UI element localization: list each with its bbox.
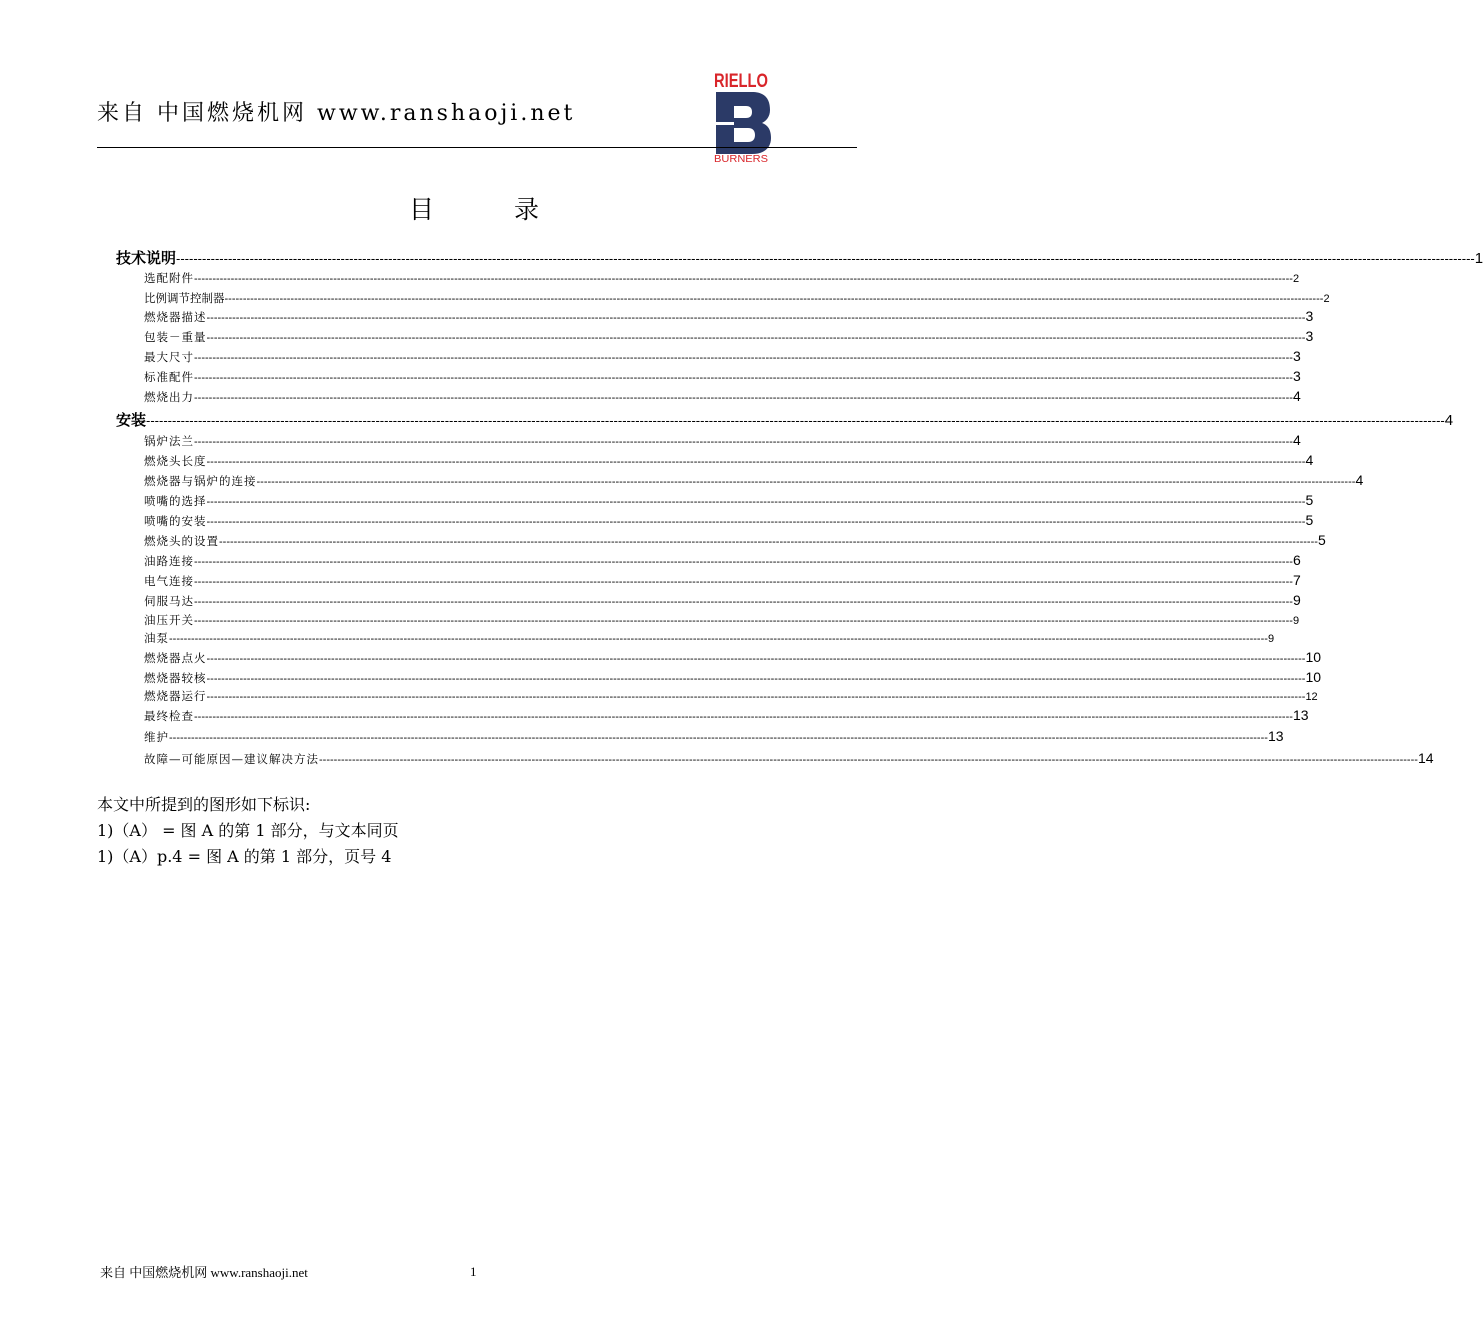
toc-entry[interactable]: 燃烧器与锅炉的连接 ------------------------------------------------------------------------------------------------------------------------------------------------------------------------------------------------------------------------------------------------------------------------------------------------------------ 4 [144, 472, 1364, 488]
toc-leader: ------------------------------------------------------------------------------------------------------------------------------------------------------------------------------------------------------------------------------------------------------------------------------------------------------------ [206, 496, 1306, 508]
toc-leader: ------------------------------------------------------------------------------------------------------------------------------------------------------------------------------------------------------------------------------------------------------------------------------------------------------------ [206, 456, 1306, 468]
footer-source-text: 来自 中国燃烧机网 www.ranshaoji.net [100, 1265, 308, 1280]
toc-entry[interactable]: 油泵 ------------------------------------------------------------------------------------------------------------------------------------------------------------------------------------------------------------------------------------------------------------------------------------------------------------ 9 [144, 631, 1275, 645]
toc-leader: ------------------------------------------------------------------------------------------------------------------------------------------------------------------------------------------------------------------------------------------------------------------------------------------------------------ [176, 251, 1475, 266]
logo-top-text: RIELLO [714, 71, 768, 92]
toc-entry[interactable]: 伺服马达 ------------------------------------------------------------------------------------------------------------------------------------------------------------------------------------------------------------------------------------------------------------------------------------------------------------ 9 [144, 592, 1301, 608]
toc-leader: ------------------------------------------------------------------------------------------------------------------------------------------------------------------------------------------------------------------------------------------------------------------------------------------------------------ [169, 633, 1268, 645]
toc-leader: ------------------------------------------------------------------------------------------------------------------------------------------------------------------------------------------------------------------------------------------------------------------------------------------------------------ [194, 352, 1293, 364]
toc-leader: ------------------------------------------------------------------------------------------------------------------------------------------------------------------------------------------------------------------------------------------------------------------------------------------------------------ [206, 653, 1306, 665]
toc-title-left: 目 [408, 195, 436, 224]
toc-leader: ------------------------------------------------------------------------------------------------------------------------------------------------------------------------------------------------------------------------------------------------------------------------------------------------------------ [194, 596, 1293, 608]
toc-leader: ------------------------------------------------------------------------------------------------------------------------------------------------------------------------------------------------------------------------------------------------------------------------------------------------------------ [256, 476, 1356, 488]
toc-leader: ------------------------------------------------------------------------------------------------------------------------------------------------------------------------------------------------------------------------------------------------------------------------------------------------------------ [206, 332, 1306, 344]
toc-leader: ------------------------------------------------------------------------------------------------------------------------------------------------------------------------------------------------------------------------------------------------------------------------------------------------------------ [194, 372, 1293, 384]
toc-entry[interactable]: 比例调节控制器 ------------------------------------------------------------------------------------------------------------------------------------------------------------------------------------------------------------------------------------------------------------------------------------------------------------ 2 [144, 291, 1330, 305]
toc-entry[interactable]: 最大尺寸 ------------------------------------------------------------------------------------------------------------------------------------------------------------------------------------------------------------------------------------------------------------------------------------------------------------ 3 [144, 348, 1301, 364]
toc-entry[interactable]: 喷嘴的选择 ------------------------------------------------------------------------------------------------------------------------------------------------------------------------------------------------------------------------------------------------------------------------------------------------------------ 5 [144, 492, 1314, 508]
logo-bottom-text: BURNERS [714, 153, 768, 165]
toc-entry[interactable]: 燃烧器较核 ------------------------------------------------------------------------------------------------------------------------------------------------------------------------------------------------------------------------------------------------------------------------------------------------------------ 10 [144, 669, 1322, 685]
toc-entry[interactable]: 最终检查 ------------------------------------------------------------------------------------------------------------------------------------------------------------------------------------------------------------------------------------------------------------------------------------------------------------ 13 [144, 707, 1309, 723]
toc-leader: ------------------------------------------------------------------------------------------------------------------------------------------------------------------------------------------------------------------------------------------------------------------------------------------------------------ [194, 273, 1293, 285]
toc-entry[interactable]: 燃烧器描述 ------------------------------------------------------------------------------------------------------------------------------------------------------------------------------------------------------------------------------------------------------------------------------------------------------------ 3 [144, 308, 1314, 324]
toc-leader: ------------------------------------------------------------------------------------------------------------------------------------------------------------------------------------------------------------------------------------------------------------------------------------------------------------ [194, 556, 1293, 568]
toc-leader: ------------------------------------------------------------------------------------------------------------------------------------------------------------------------------------------------------------------------------------------------------------------------------------------------------------ [194, 576, 1293, 588]
toc-entry[interactable]: 标准配件 ------------------------------------------------------------------------------------------------------------------------------------------------------------------------------------------------------------------------------------------------------------------------------------------------------------ 3 [144, 368, 1301, 384]
figure-notes [97, 792, 399, 870]
toc-entry[interactable]: 燃烧头的设置 ------------------------------------------------------------------------------------------------------------------------------------------------------------------------------------------------------------------------------------------------------------------------------------------------------------ 5 [144, 532, 1326, 548]
toc-leader: ------------------------------------------------------------------------------------------------------------------------------------------------------------------------------------------------------------------------------------------------------------------------------------------------------------ [169, 732, 1268, 744]
toc-entry[interactable]: 技术说明 ------------------------------------------------------------------------------------------------------------------------------------------------------------------------------------------------------------------------------------------------------------------------------------------------------------ 1 [116, 249, 1483, 267]
toc-entry[interactable]: 燃烧器点火 ------------------------------------------------------------------------------------------------------------------------------------------------------------------------------------------------------------------------------------------------------------------------------------------------------------ 10 [144, 649, 1322, 665]
toc-leader: ------------------------------------------------------------------------------------------------------------------------------------------------------------------------------------------------------------------------------------------------------------------------------------------------------------ [194, 615, 1293, 627]
toc-leader: ------------------------------------------------------------------------------------------------------------------------------------------------------------------------------------------------------------------------------------------------------------------------------------------------------------ [319, 754, 1418, 766]
toc-entry[interactable]: 包装－重量 ------------------------------------------------------------------------------------------------------------------------------------------------------------------------------------------------------------------------------------------------------------------------------------------------------------ 3 [144, 328, 1314, 344]
toc-leader: ------------------------------------------------------------------------------------------------------------------------------------------------------------------------------------------------------------------------------------------------------------------------------------------------------------ [146, 413, 1445, 428]
header-source-text: 来自 中国燃烧机网 www.ranshaoji.net [97, 101, 576, 126]
toc-leader: ------------------------------------------------------------------------------------------------------------------------------------------------------------------------------------------------------------------------------------------------------------------------------------------------------------ [194, 711, 1293, 723]
figure-notes-example-1: 1)（A） = 图 A 的第 1 部分，与文本同页 [97, 821, 399, 840]
toc-entry[interactable]: 安装 ------------------------------------------------------------------------------------------------------------------------------------------------------------------------------------------------------------------------------------------------------------------------------------------------------------ 4 [116, 411, 1454, 429]
page-number: 1 [470, 1264, 477, 1279]
toc-leader: ------------------------------------------------------------------------------------------------------------------------------------------------------------------------------------------------------------------------------------------------------------------------------------------------------------ [224, 293, 1324, 305]
toc-leader: ------------------------------------------------------------------------------------------------------------------------------------------------------------------------------------------------------------------------------------------------------------------------------------------------------------ [206, 312, 1306, 324]
toc-entry[interactable]: 选配附件 ------------------------------------------------------------------------------------------------------------------------------------------------------------------------------------------------------------------------------------------------------------------------------------------------------------ 2 [144, 271, 1300, 285]
toc-entry[interactable]: 燃烧出力 ------------------------------------------------------------------------------------------------------------------------------------------------------------------------------------------------------------------------------------------------------------------------------------------------------------ 4 [144, 388, 1301, 404]
toc-leader: ------------------------------------------------------------------------------------------------------------------------------------------------------------------------------------------------------------------------------------------------------------------------------------------------------------ [206, 516, 1306, 528]
toc-entry[interactable]: 电气连接 ------------------------------------------------------------------------------------------------------------------------------------------------------------------------------------------------------------------------------------------------------------------------------------------------------------ 7 [144, 572, 1301, 588]
toc-title-right: 录 [514, 195, 542, 224]
toc-leader: ------------------------------------------------------------------------------------------------------------------------------------------------------------------------------------------------------------------------------------------------------------------------------------------------------------ [219, 536, 1318, 548]
toc-entry[interactable]: 故障—可能原因—建议解决方法 ------------------------------------------------------------------------------------------------------------------------------------------------------------------------------------------------------------------------------------------------------------------------------------------------------------ 14 [144, 750, 1434, 766]
figure-notes-example-2: 1)（A）p.4 = 图 A 的第 1 部分，页号 4 [97, 847, 392, 866]
toc-leader: ------------------------------------------------------------------------------------------------------------------------------------------------------------------------------------------------------------------------------------------------------------------------------------------------------------ [194, 392, 1293, 404]
toc-entry[interactable]: 维护 ------------------------------------------------------------------------------------------------------------------------------------------------------------------------------------------------------------------------------------------------------------------------------------------------------------ 13 [144, 728, 1284, 744]
toc-entry[interactable]: 燃烧头长度 ------------------------------------------------------------------------------------------------------------------------------------------------------------------------------------------------------------------------------------------------------------------------------------------------------------ 4 [144, 452, 1314, 468]
toc-entry[interactable]: 锅炉法兰 ------------------------------------------------------------------------------------------------------------------------------------------------------------------------------------------------------------------------------------------------------------------------------------------------------------ 4 [144, 432, 1301, 448]
toc-leader: ------------------------------------------------------------------------------------------------------------------------------------------------------------------------------------------------------------------------------------------------------------------------------------------------------------ [206, 673, 1306, 685]
toc-leader: ------------------------------------------------------------------------------------------------------------------------------------------------------------------------------------------------------------------------------------------------------------------------------------------------------------ [194, 436, 1293, 448]
toc-leader: ------------------------------------------------------------------------------------------------------------------------------------------------------------------------------------------------------------------------------------------------------------------------------------------------------------ [206, 691, 1306, 703]
figure-notes-intro: 本文中所提到的图形如下标识: [97, 795, 311, 814]
toc-entry[interactable]: 燃烧器运行 ------------------------------------------------------------------------------------------------------------------------------------------------------------------------------------------------------------------------------------------------------------------------------------------------------------ 12 [144, 689, 1318, 703]
toc-entry[interactable]: 油压开关 ------------------------------------------------------------------------------------------------------------------------------------------------------------------------------------------------------------------------------------------------------------------------------------------------------------ 9 [144, 613, 1300, 627]
toc-entry[interactable]: 油路连接 ------------------------------------------------------------------------------------------------------------------------------------------------------------------------------------------------------------------------------------------------------------------------------------------------------------ 6 [144, 552, 1301, 568]
toc-entry[interactable]: 喷嘴的安装 ------------------------------------------------------------------------------------------------------------------------------------------------------------------------------------------------------------------------------------------------------------------------------------------------------------ 5 [144, 512, 1314, 528]
